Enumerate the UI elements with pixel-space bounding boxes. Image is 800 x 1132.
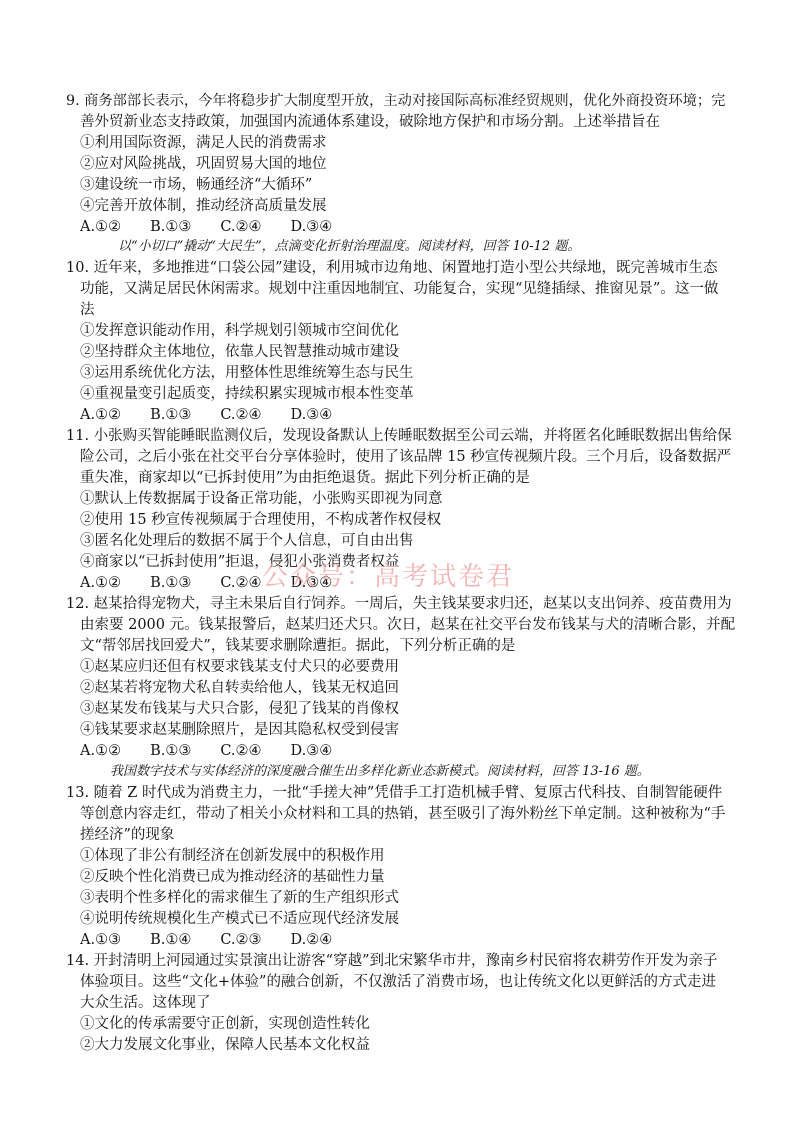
q10-stem-line-3: 法	[80, 302, 95, 318]
q9-option-4: ④完善开放体制，推动经济高质量发展	[80, 198, 327, 214]
q10-option-2: ②坚持群众主体地位，依靠人民智慧推动城市建设	[80, 344, 399, 360]
q14-option-2: ②大力发展文化事业，保障人民基本文化权益	[80, 1037, 370, 1053]
q13-option-4: ④说明传统规模化生产模式已不适应现代经济发展	[80, 911, 399, 927]
q10-option-3: ③运用系统优化方法，用整体性思维统筹生态与民生	[80, 365, 414, 381]
section-intro-13-16: 我国数字技术与实体经济的深度融合催生出多样化新业态新模式。阅读材料，回答 13-16 题。	[110, 764, 650, 779]
q14-option-1: ①文化的传承需要守正创新，实现创造性转化	[80, 1016, 370, 1032]
q9-option-3: ③建设统一市场，畅通经济“大循环”	[80, 177, 313, 193]
q11-option-3: ③匿名化处理后的数据不属于个人信息，可自由出售	[80, 533, 414, 549]
q12-stem-line-3: 文“帮邻居找回爱犬”，钱某要求删除遭拒。据此，下列分析正确的是	[80, 638, 516, 654]
section-intro-10-12: 以“小切口”撬动“大民生”，点滴变化折射治理温度。阅读材料，回答 10-12 题。	[118, 239, 581, 254]
q12-choices: A.①② B.①③ C.②④ D.③④	[80, 743, 333, 759]
q11-option-1: ①默认上传数据属于设备正常功能，小张购买即视为同意	[80, 491, 443, 507]
q13-stem-line-2: 等创意内容走红，带动了相关小众材料和工具的热销，甚至吸引了海外粉丝下单定制。这种被称为“手	[80, 806, 726, 822]
q10-option-1: ①发挥意识能动作用，科学规划引领城市空间优化	[80, 323, 399, 339]
q13-stem-line-3: 搓经济”的现象	[80, 827, 175, 843]
q13-option-1: ①体现了非公有制经济在创新发展中的积极作用	[80, 848, 385, 864]
q12-option-4: ④钱某要求赵某删除照片，是因其隐私权受到侵害	[80, 722, 399, 738]
q10-option-4: ④重视量变引起质变，持续积累实现城市根本性变革	[80, 386, 414, 402]
q12-option-3: ③赵某发布钱某与犬只合影，侵犯了钱某的肖像权	[80, 701, 399, 717]
q13-stem-line-1: 13. 随着 Z 时代成为消费主力，一批“手搓大神”凭借手工打造机械手臂、复原古代科技、自制智能硬件	[66, 785, 723, 801]
q9-stem-line-1: 9. 商务部部长表示，今年将稳步扩大制度型开放，主动对接国际高标准经贸规则，优化外商投资环境；完	[66, 93, 726, 109]
q13-option-2: ②反映个性化消费已成为推动经济的基础性力量	[80, 869, 385, 885]
q12-option-2: ②赵某若将宠物犬私自转卖给他人，钱某无权追回	[80, 680, 399, 696]
q14-stem-line-3: 大众生活。这体现了	[80, 995, 211, 1011]
q9-option-1: ①利用国际资源，满足人民的消费需求	[80, 135, 327, 151]
q12-stem-line-1: 12. 赵某拾得宠物犬，寻主未果后自行饲养。一周后，失主钱某要求归还，赵某以支出饲养、疫苗费用为	[66, 596, 732, 612]
q10-stem-line-2: 功能，又满足居民休闲需求。规划中注重因地制宜、功能复合，实现“见缝插绿、推窗见景”。这一做	[80, 281, 719, 297]
q10-choices: A.①② B.①③ C.②④ D.③④	[80, 407, 333, 423]
q11-option-4: ④商家以“已拆封使用”拒退，侵犯小张消费者权益	[80, 554, 400, 570]
q9-option-2: ②应对风险挑战，巩固贸易大国的地位	[80, 156, 327, 172]
q11-choices: A.①② B.①③ C.②④ D.③④	[80, 575, 333, 591]
q13-option-3: ③表明个性多样化的需求催生了新的生产组织形式	[80, 890, 399, 906]
q10-stem-line-1: 10. 近年来，多地推进“口袋公园”建设，利用城市边角地、闲置地打造小型公共绿地，既完善城市生态	[66, 260, 718, 276]
q12-option-1: ①赵某应归还但有权要求钱某支付犬只的必要费用	[80, 659, 399, 675]
q9-stem-line-2: 善外贸新业态支持政策，加强国内流通体系建设，破除地方保护和市场分割。上述举措旨在	[80, 114, 660, 130]
q12-stem-line-2: 由索要 2000 元。钱某报警后，赵某归还犬只。次日，赵某在社交平台发布钱某与犬的清晰合影，并配	[80, 617, 736, 633]
q11-option-2: ②使用 15 秒宣传视频属于合理使用，不构成著作权侵权	[80, 512, 442, 528]
q13-choices: A.①③ B.①④ C.②③ D.②④	[80, 932, 333, 948]
q11-stem-line-2: 险公司，之后小张在社交平台分享体验时，使用了该品牌 15 秒宣传视频片段。三个月后，设备数据严	[80, 449, 732, 465]
watermark-text: 公众号：高考试卷君	[262, 562, 515, 592]
q11-stem-line-3: 重失准，商家却以“已拆封使用”为由拒绝退货。据此下列分析正确的是	[80, 470, 530, 486]
q14-stem-line-2: 体验项目。这些“文化+体验”的融合创新，不仅激活了消费市场，也让传统文化以更鲜活的方式走进	[80, 974, 716, 990]
q14-stem-line-1: 14. 开封清明上河园通过实景演出让游客“穿越”到北宋繁华市井，豫南乡村民宿将农耕劳作开发为亲子	[66, 953, 718, 969]
q11-stem-line-1: 11. 小张购买智能睡眠监测仪后，发现设备默认上传睡眠数据至公司云端，并将匿名化睡眠数据出售给保	[66, 428, 732, 444]
q9-choices: A.①② B.①③ C.②④ D.③④	[80, 219, 333, 235]
